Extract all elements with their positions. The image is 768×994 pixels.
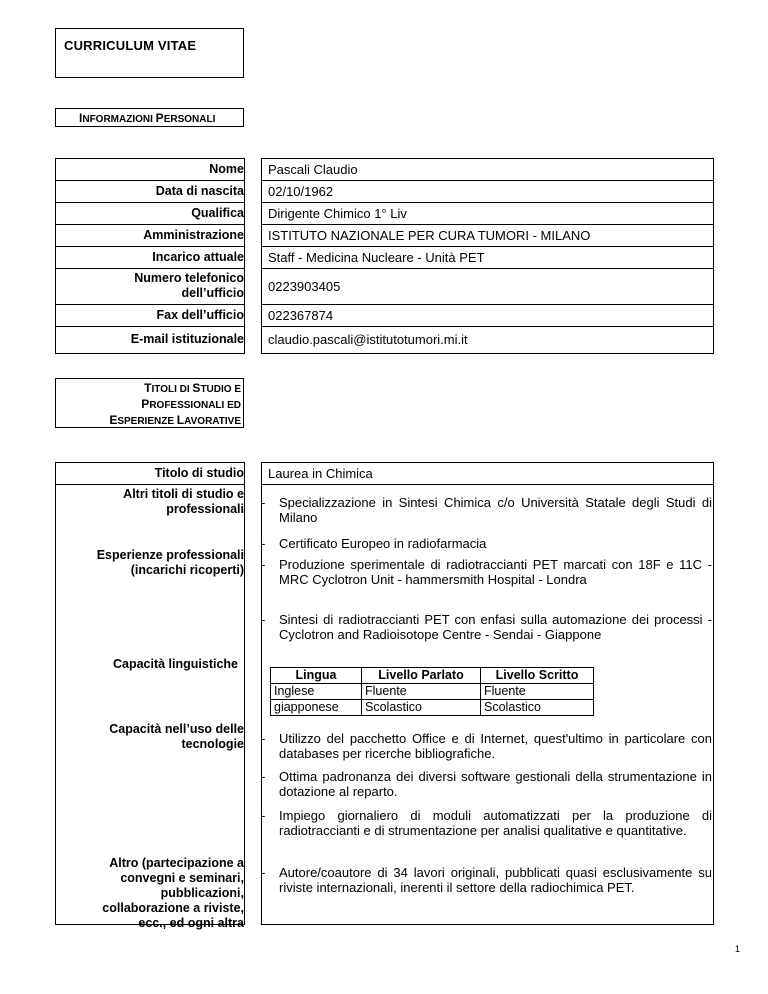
tecnologie-item: - Impiego giornaliero di moduli automatizzati per la produzione di radiotraccianti e di strumentazione per analisi qualitative e quantitative.: [261, 808, 712, 838]
value-amministrazione: ISTITUTO NAZIONALE PER CURA TUMORI - MILANO: [268, 228, 591, 243]
table-row: [271, 700, 594, 716]
esperienze-item: - Sintesi di radiotraccianti PET con enfasi sulla automazione dei processi - Cyclotron and Radioisotope Centre - Sendai - Giappone: [261, 612, 712, 642]
altri-titoli-item: - Certificato Europeo in radiofarmacia: [261, 536, 487, 551]
value-telefono: 0223903405: [268, 279, 341, 294]
spoken-level-cell: Fluente: [362, 684, 481, 700]
value-nome: Pascali Claudio: [268, 162, 358, 177]
value-qualifica: Dirigente Chimico 1° Liv: [268, 206, 407, 221]
label-email: E-mail istituzionale: [130, 332, 244, 346]
value-titolo-studio: Laurea in Chimica: [268, 466, 373, 481]
label-tecnologie: Capacità nell’uso delle tecnologie: [109, 722, 244, 751]
label-titolo-studio: Titolo di studio: [154, 466, 244, 480]
label-altri-titoli: Altri titoli di studio e professionali: [123, 487, 244, 516]
tecnologie-item: - Ottima padronanza dei diversi software gestionali della strumentazione in dotazione al reparto.: [261, 769, 712, 799]
value-data-nascita: 02/10/1962: [268, 184, 334, 199]
altri-titoli-item: - Specializzazione in Sintesi Chimica c/o Università Statale degli Studi di Milano: [261, 495, 712, 525]
languages-header-row: [271, 668, 594, 684]
cv-title: CURRICULUM VITAE: [64, 38, 197, 53]
languages-header: Livello Scritto: [481, 668, 594, 684]
label-amministrazione: Amministrazione: [143, 228, 244, 242]
written-level-cell: Fluente: [481, 684, 594, 700]
label-nome: Nome: [209, 162, 244, 176]
written-level-cell: Scolastico: [481, 700, 594, 716]
label-telefono-line2: dell’ufficio: [181, 286, 244, 300]
label-fax: Fax dell’ufficio: [156, 308, 244, 322]
tecnologie-item: - Utilizzo del pacchetto Office e di Internet, quest'ultimo in particolare con databases per ricerche bibliografiche.: [261, 731, 712, 761]
label-data-nascita: Data di nascita: [155, 184, 244, 198]
languages-header: Lingua: [271, 668, 362, 684]
altro-item: - Autore/coautore di 34 lavori originali, pubblicati quasi esclusivamente su riviste internazionali, inerenti il settore della radiochimica PET.: [261, 865, 712, 895]
page-number: 1: [735, 944, 741, 954]
languages-table: [270, 667, 594, 716]
spoken-level-cell: Scolastico: [362, 700, 481, 716]
section-personal-title: INFORMAZIONI PERSONALI: [79, 111, 216, 125]
value-fax: 022367874: [268, 308, 334, 323]
label-esperienze: Esperienze professionali (incarichi ricoperti): [96, 548, 244, 577]
language-cell: giapponese: [271, 700, 362, 716]
label-qualifica: Qualifica: [191, 206, 244, 220]
label-capacita-linguistiche: Capacità linguistiche: [112, 657, 238, 671]
value-incarico: Staff - Medicina Nucleare - Unità PET: [268, 250, 485, 265]
esperienze-item: - Produzione sperimentale di radiotraccianti PET marcati con 18F e 11C - MRC Cyclotron Unit - hammersmith Hospital - Londra: [261, 557, 712, 587]
cv-title-box: [55, 28, 244, 78]
label-telefono-line1: Numero telefonico: [134, 271, 244, 285]
language-cell: Inglese: [271, 684, 362, 700]
languages-header: Livello Parlato: [362, 668, 481, 684]
label-telefono: [134, 271, 244, 301]
section-studies-title: TITOLI DI STUDIO E PROFESSIONALI ED ESPERIENZE LAVORATIVE: [109, 381, 241, 427]
table-row: [271, 684, 594, 700]
label-altro: Altro (partecipazione a convegni e seminari, pubblicazioni, collaborazione a riviste, ecc., ed ogni altra: [102, 856, 244, 930]
label-incarico: Incarico attuale: [152, 250, 244, 264]
value-email: claudio.pascali@istitutotumori.mi.it: [268, 332, 468, 347]
